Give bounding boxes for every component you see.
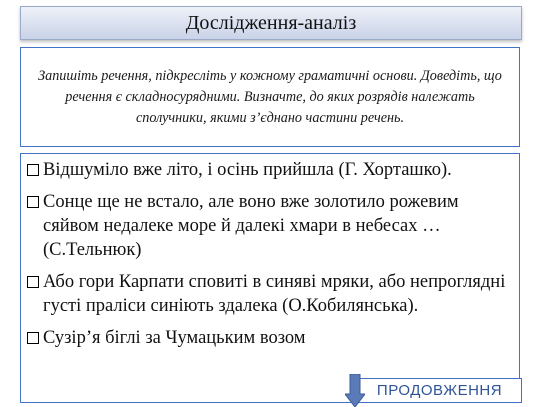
- slide-title-text: Дослідження-аналіз: [185, 11, 357, 34]
- checkbox-square-icon: [27, 332, 39, 344]
- list-item: [27, 190, 513, 262]
- checkbox-square-icon: [27, 276, 39, 288]
- checkbox-square-icon: [27, 164, 39, 176]
- checkbox-square-icon: [27, 196, 39, 208]
- list-item: [27, 326, 513, 350]
- sentence-list: [20, 153, 520, 403]
- slide-title: [20, 6, 522, 40]
- sentence-text: Сонце ще не встало, але воно вже золотило рожевим сяйвом недалеке море й далекі хмари в небесах … (С.Тельнюк): [43, 192, 459, 260]
- sentence-text: Відшуміло вже літо, і осінь прийшла (Г. Хорташко).: [43, 160, 452, 180]
- task-box: [20, 47, 520, 147]
- continue-button-label: ПРОДОВЖЕННЯ: [376, 382, 503, 399]
- sentence-text: Сузір’я біглі за Чумацьким возом: [43, 328, 306, 348]
- down-arrow-icon: [345, 374, 365, 407]
- continue-button[interactable]: [357, 378, 522, 403]
- list-item: [27, 270, 513, 318]
- task-instructions: Запишіть речення, підкресліть у кожному граматичні основи. Доведіть, що речення є складносурядними. Визначте, до яких розрядів належать сполучники, якими з’єднано частини речень.: [38, 67, 502, 126]
- list-item: [27, 158, 513, 182]
- sentence-text: Або гори Карпати сповиті в синяві мряки, або непроглядні густі праліси синіють здалека (О.Кобилянська).: [43, 272, 506, 316]
